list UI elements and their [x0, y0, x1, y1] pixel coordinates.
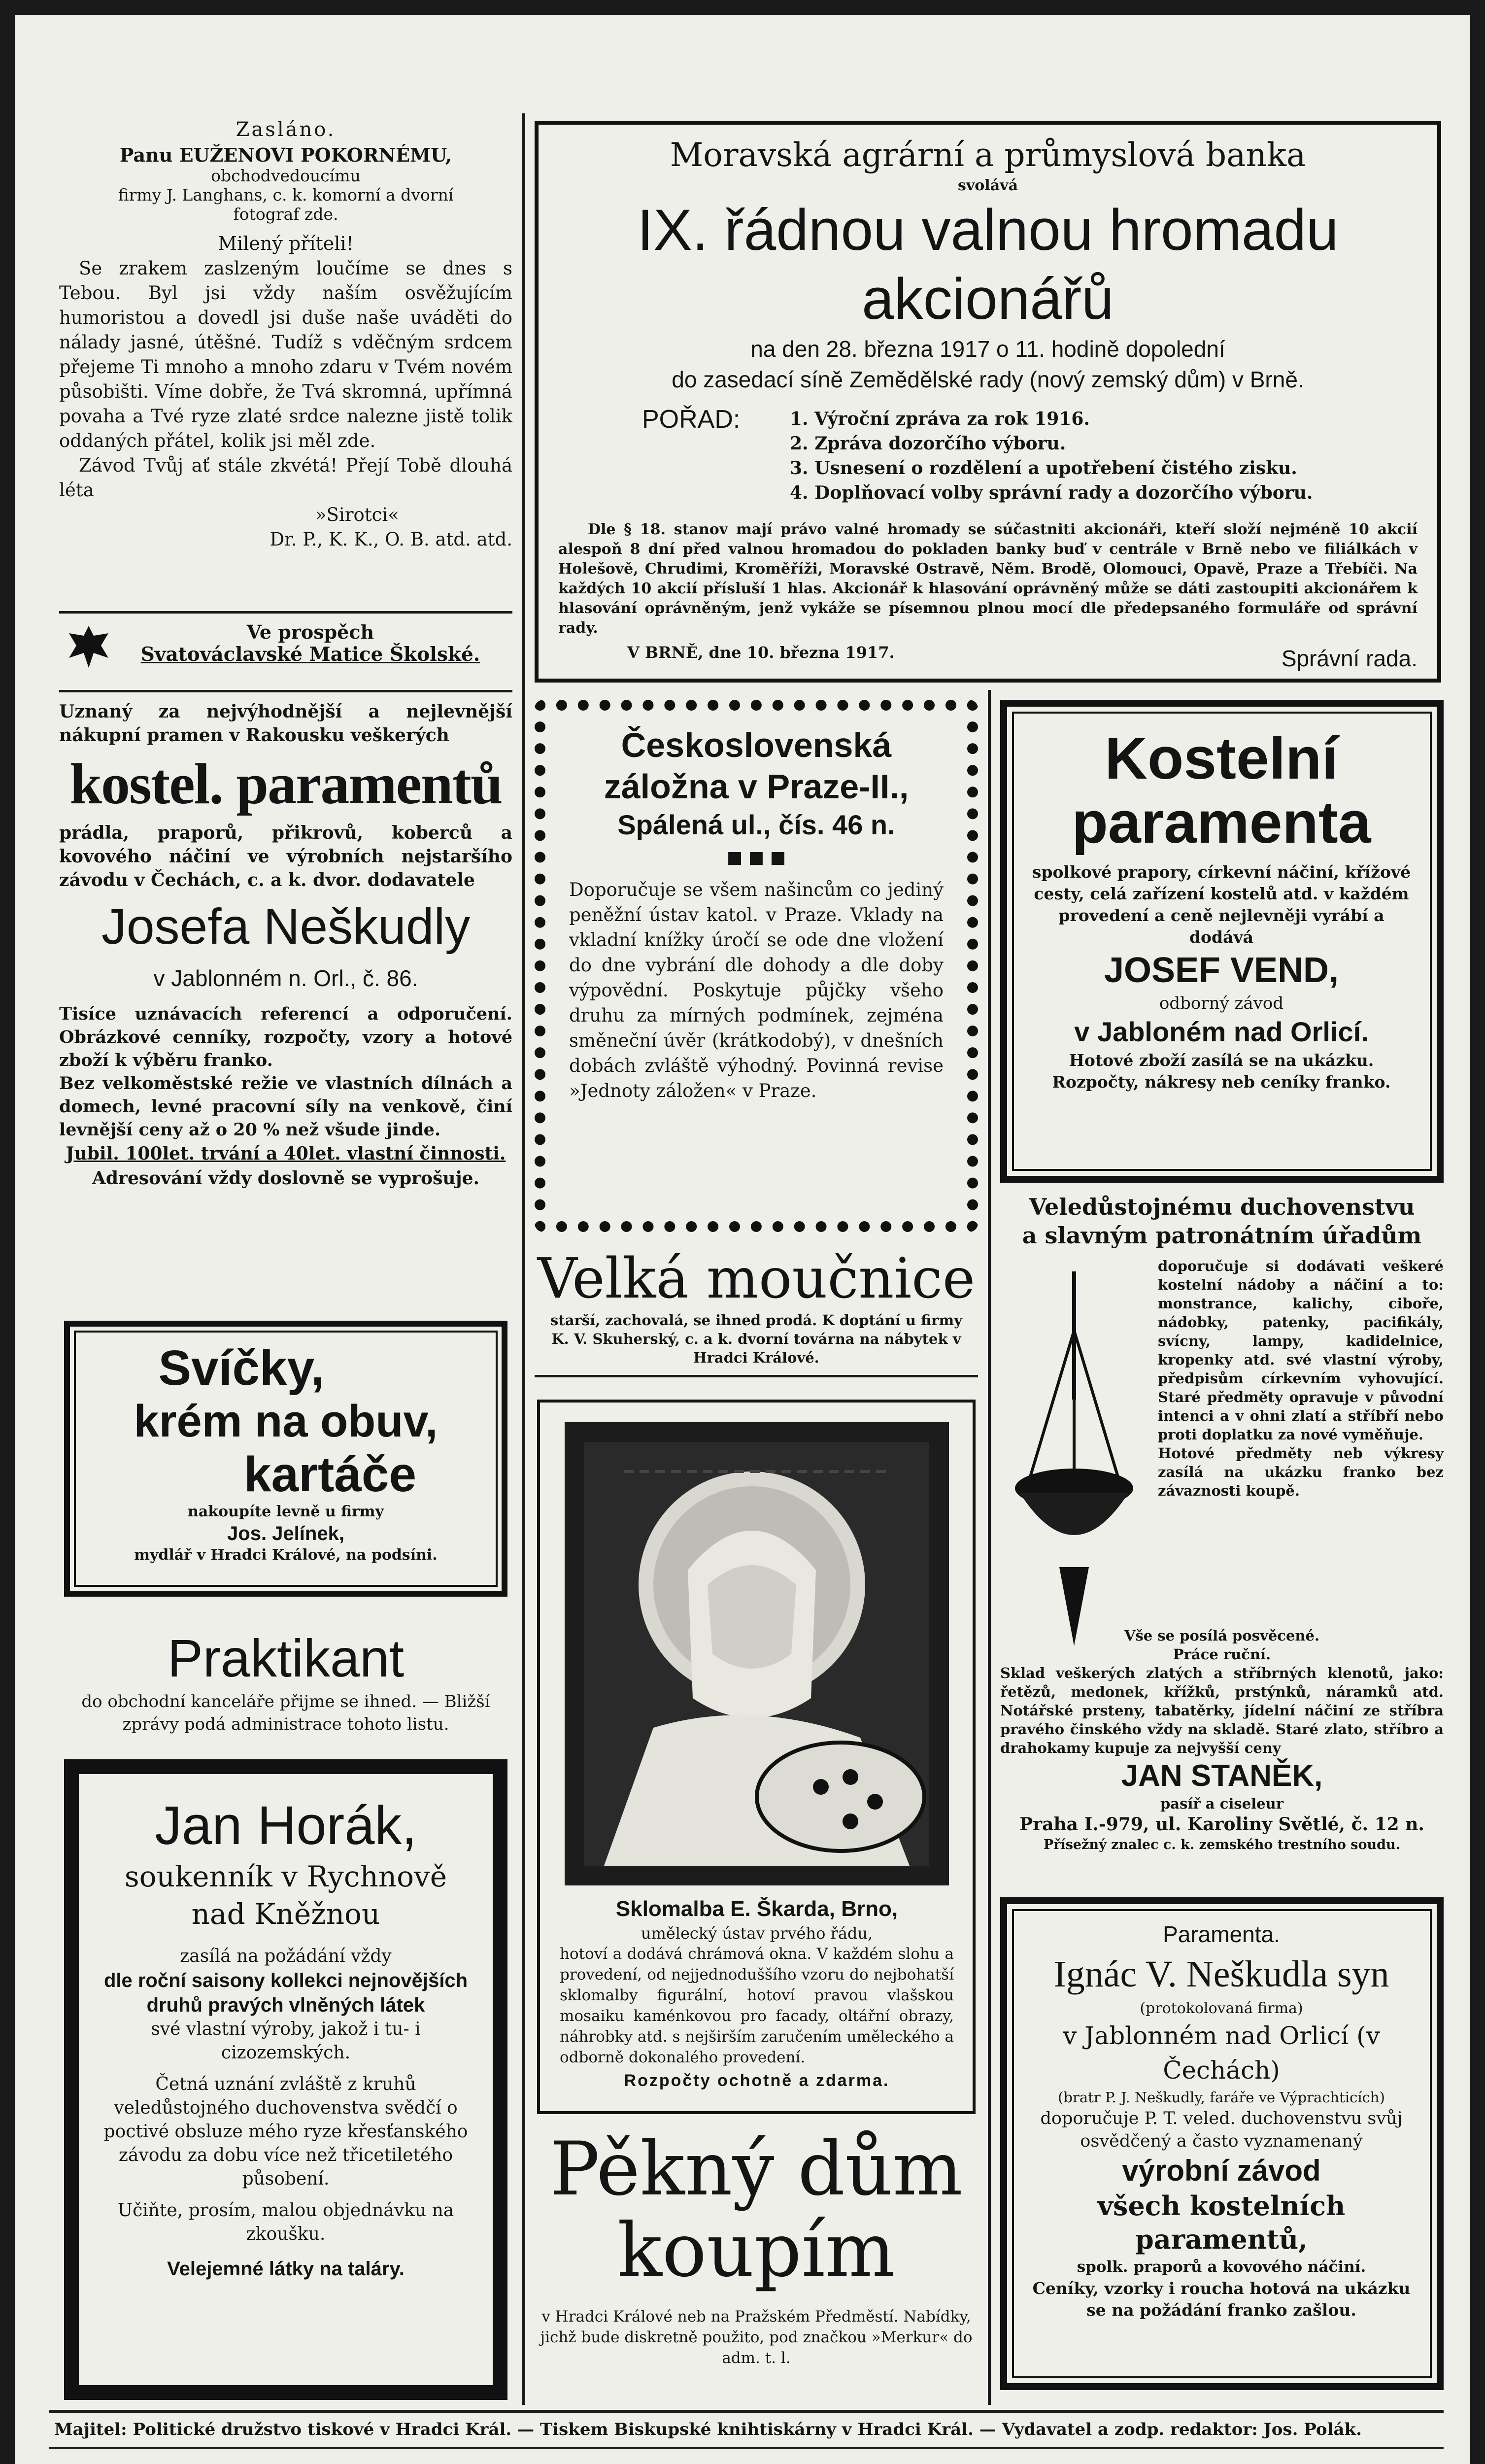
svicky-where: mydlář v Hradci Králové, na podsíni.: [134, 1546, 438, 1564]
column-rule: [522, 113, 525, 2405]
banka-agenda-item: 3. Usnesení o rozdělení a upotřebení čistého zisku.: [790, 458, 1297, 479]
horak-footer: Velejemné látky na taláry.: [167, 2258, 405, 2280]
moucnice-ad: [535, 1247, 978, 1367]
skarda-firm: Sklomalba E. Škarda, Brno,: [615, 1897, 898, 1921]
skarda-sub: umělecký ústav prvého řádu,: [641, 1924, 873, 1943]
zaslano-notice: [59, 118, 512, 552]
moucnice-title: Velká moučnice: [537, 1247, 976, 1311]
zaslano-role2: firmy J. Langhans, c. k. komorní a dvorní: [118, 185, 454, 205]
neskudly-ad: [59, 700, 512, 1191]
horak-offer1: zasílá na požádání vždy: [180, 1946, 392, 1966]
skarda-footer: Rozpočty ochotně a zdarma.: [624, 2071, 890, 2090]
stanek-name: JAN STANĚK,: [1121, 1759, 1323, 1793]
vend-ad: [1000, 700, 1444, 1183]
horak-line3: nad Kněžnou: [191, 1897, 380, 1931]
zalozna-ad: [535, 700, 978, 1232]
paramenta-headline2: všech kostelních paramentů,: [1097, 2190, 1346, 2255]
stanek-text2: Hotové předměty neb výkresy zasílá na ukázku franko bez závaznosti koupě.: [1158, 1445, 1444, 1499]
banka-sign: Správní rada.: [1281, 646, 1418, 671]
svicky-line2: krém na obuv,: [134, 1396, 438, 1446]
banka-ad: [535, 121, 1441, 683]
zaslano-role1: obchodvedoucímu: [211, 166, 361, 185]
zalozna-line1: Československá: [621, 726, 892, 764]
stanek-head1: Veledůstojnému duchovenstvu: [1029, 1194, 1415, 1220]
svicky-line1: Svíčky,: [158, 1340, 325, 1396]
matice-line2: Svatováclavské Matice Školské.: [140, 643, 480, 666]
paramenta-text: doporučuje P. T. veled. duchovenstvu svůj osvědčený a často vyznamenaný: [1040, 2109, 1403, 2151]
dum-line2: koupím: [617, 2208, 896, 2293]
footer-rule: [49, 2410, 1444, 2413]
divider: [535, 1375, 978, 1377]
zaslano-title: Zasláno.: [236, 118, 336, 141]
matice-notice: [59, 621, 512, 675]
footer-imprint: Majitel: Politické družstvo tiskové v Hradci Král. — Tiskem Biskupské knihtiskárny v Hradci Král. — Vydavatel a zodp. redaktor: Jos. Polák.: [54, 2420, 1362, 2439]
paramenta-foot: Ceníky, vzorky i roucha hotová na ukázku se na požádání franko zašlou.: [1032, 2279, 1411, 2320]
banka-svolava: svolává: [957, 177, 1018, 194]
neskudly-jubilee: Jubil. 100let. trvání a 40let. vlastní činnosti.: [66, 1143, 506, 1164]
zaslano-sign2: Dr. P., K. K., O. B. atd. atd.: [270, 529, 512, 550]
svicky-buy: nakoupíte levně u firmy: [188, 1503, 384, 1520]
vend-line2: paramenta: [1072, 789, 1371, 856]
sanctuary-lamp-image: [1000, 1271, 1148, 1656]
neskudly-headline: kostel. paramentů: [69, 752, 502, 816]
svicky-firm: Jos. Jelínek,: [227, 1523, 344, 1544]
footer-rule: [49, 2447, 1444, 2449]
paramenta-firm: Ignác V. Neškudla syn: [1053, 1953, 1389, 1995]
vend-sub: odborný závod: [1159, 993, 1284, 1013]
praktikant-title: Praktikant: [167, 1628, 405, 1688]
stanek-text3: Vše se posílá posvěcené.: [1124, 1627, 1320, 1644]
paramenta-ad: [1000, 1897, 1444, 2390]
horak-name: Jan Horák,: [155, 1795, 417, 1856]
praktikant-ad: [59, 1626, 512, 1736]
banka-place: do zasedací síně Zemědělské rady (nový zemský dům) v Brně.: [672, 367, 1304, 392]
vend-foot: Hotové zboží zasílá se na ukázku. Rozpočty, nákresy neb ceníky franko.: [1052, 1051, 1391, 1092]
zaslano-wish: Závod Tvůj ať stále zkvétá! Přejí Tobě dlouhá léta: [59, 455, 512, 501]
zalozna-line2: záložna v Praze-II.,: [604, 767, 909, 806]
vend-line1: Kostelní: [1105, 725, 1338, 791]
neskudly-name: Josefa Neškudly: [101, 898, 471, 955]
stanek-text4: Práce ruční.: [1173, 1646, 1271, 1663]
banka-porad: POŘAD:: [642, 405, 741, 434]
zaslano-body: Se zrakem zaslzeným loučíme se dnes s Tebou. Byl jsi vždy naším osvěžujícím humoristou a dovedl jsi duše naše uváděti do nálady jasné, útěšné. Tudíž s vděčným srdcem přejeme Ti mnoho a mnoho zdaru v Tvém novém působišti. Víme dobře, že Tvá skromná, upřímná povaha a Tvé ryze zlaté srdce nalezne jistě tolik oddaných přátel, kolik jsi měl zde.: [59, 258, 512, 451]
zalozna-text: Doporučuje se všem našincům co jediný peněžní ústav katol. v Praze. Vklady na vkladní knížky úročí se ode dne vložení do dne vybrání dle dohody a dle doby výpovědní. Poskytuje půjčky všeho druhu za mírných podmínek, zejména směneční úvěr (krátkodobý), v dnešních dobách zvláště výhodný. Povinná revise »Jednoty záložen« v Praze.: [569, 879, 944, 1101]
dum-ad: [535, 2126, 978, 2368]
horak-offer2: dle roční saisony kollekci nejnovějších druhů pravých vlněných látek: [103, 1970, 468, 2016]
zaslano-addressee: Panu EUŽENOVI POKORNÉMU,: [119, 144, 452, 166]
vend-name: JOSEF VEND,: [1104, 951, 1339, 990]
neskudly-refs: Tisíce uznávacích referencí a odporučení. Obrázkové cenníky, rozpočty, vzory a hotové zboží k výběru franko.: [59, 1004, 512, 1070]
stanek-role: pasíř a ciseleur: [1160, 1795, 1283, 1812]
stanek-head2: a slavným patronátním úřadům: [1022, 1222, 1422, 1249]
skarda-ad: [537, 1400, 976, 2114]
stanek-address: Praha I.-979, ul. Karoliny Světlé, č. 12 n.: [1019, 1814, 1424, 1835]
banka-agenda-item: 2. Zpráva dozorčího výboru.: [790, 433, 1066, 454]
stanek-ad: [1000, 1193, 1444, 1887]
horak-offer3: své vlastní výroby, jakož i tu- i cizozemských.: [151, 2019, 421, 2063]
zaslano-greeting: Milený příteli!: [218, 233, 354, 254]
matice-line1: Ve prospěch: [246, 621, 374, 643]
divider: [59, 690, 512, 692]
vend-place: v Jabloném nad Orlicí.: [1074, 1016, 1369, 1047]
paramenta-headline: výrobní závod: [1122, 2154, 1321, 2187]
svicky-ad: [64, 1321, 507, 1597]
eagle-emblem-icon: [64, 621, 113, 670]
banka-rules: Dle § 18. stanov mají právo valné hromady se súčastniti akcionáři, kteří složí nejméně 10 akcií alespoň 8 dní před valnou hromadou do pokladen banky buď v centrále v Brně nebo ve filiálkách v Holešově, Chrudimi, Kroměříži, Moravské Ostravě, Něm. Brodě, Olomouci, Opavě, Praze a Třebíči. Na každých 10 akcií přísluší 1 hlas. Akcionář k hlasování oprávněný může se dáti zastoupiti akcionářem k hlasování oprávněným, jenž vykáže se písemnou plnou mocí dle předepsaného formuláře od správní rady.: [558, 521, 1418, 637]
zaslano-sign1: »Sirotci«: [315, 504, 399, 525]
banka-title: Moravská agrární a průmyslová banka: [670, 136, 1306, 174]
zalozna-line3: Spálená ul., čís. 46 n.: [617, 809, 895, 840]
stanek-text5: Sklad veškerých zlatých a stříbrných klenotů, jako: řetězů, medonek, křížků, prstýnků, náramků atd. Notářské prsteny, tabatěrky, jídelní náčiní ze stříbra pravého činského vždy na skladě. Staré zlato, stříbro a drahokamy kupuje za nejvyšší ceny: [1000, 1665, 1444, 1756]
neskudly-intro: Uznaný za nejvýhodnější a nejlevnější nákupní pramen v Rakousku veškerých: [59, 701, 512, 746]
zaslano-role3: fotograf zde.: [233, 205, 338, 224]
banka-agenda-item: 1. Výroční zpráva za rok 1916.: [790, 409, 1090, 429]
svicky-line3: kartáče: [243, 1447, 417, 1502]
neskudly-work: Bez velkoměstské režie ve vlastních dílnách a domech, levné pracovní síly na venkově, činí levnější ceny až o 20 % než všude jinde.: [59, 1073, 512, 1140]
zalozna-marks: ■ ■ ■: [726, 848, 786, 867]
dum-text: v Hradci Králové neb na Pražském Předměstí. Nabídky, jichž bude diskretně použito, pod značkou »Merkur« do adm. t. l.: [540, 2308, 973, 2367]
banka-agenda: [558, 405, 1418, 513]
horak-text: Četná uznání zvláště z kruhů veledůstojného duchovenstva svědčí o poctivé obsluze mého ryze křesťanského závodu za dobu více než třicetiletého působení.: [103, 2074, 468, 2189]
horak-line2: soukenník v Rychnově: [124, 1860, 447, 1893]
paramenta-place: v Jablonném nad Orlicí (v Čechách): [1063, 2021, 1380, 2085]
stanek-text1: doporučuje si dodávati veškeré kostelní nádoby a náčiní a to: monstrance, kalichy, ciboře, nádobky, patenky, pacifikály, svícny, lampy, kadidelnice, kropenky atd. své vlastní výroby, předpisům církevním vyhovující. Staré předměty opravuje v původní intenci a v ohni zlatí a stříbří nebo proti doplatku za nové vyměňuje.: [1158, 1258, 1444, 1443]
paramenta-owner: (bratr P. J. Neškudly, faráře ve Výprachticích): [1058, 2089, 1385, 2106]
neskudly-place: v Jablonném n. Orl., č. 86.: [153, 965, 418, 991]
vend-text: spolkové prapory, církevní náčiní, křížové cesty, celá zařízení kostelů atd. v každém provedení a ceně nejlevněji vyrábí a dodává: [1032, 862, 1411, 947]
divider: [59, 611, 512, 614]
praktikant-text: do obchodní kanceláře přijme se ihned. — Bližší zprávy podá administrace tohoto listu.: [81, 1692, 490, 1734]
dum-line1: Pěkný dům: [550, 2126, 963, 2212]
banka-headline: IX. řádnou valnou hromadu akcionářů: [637, 198, 1339, 332]
neskudly-items: prádla, praporů, přikrovů, koberců a kovového náčiní ve výrobních nejstaršího závodu v Čechách, c. a k. dvor. dodavatele: [59, 822, 512, 890]
horak-request: Učiňte, prosím, malou objednávku na zkoušku.: [117, 2200, 454, 2244]
skarda-text: hotoví a dodává chrámová okna. V každém slohu a provedení, od nejjednoduššího vzoru do nejbohatší sklomalby figurální, hotoví pravou vlašskou mosaiku kaménkovou pro facady, oltářní obrazy, náhrobky atd. s nejširším zaručením uměleckého a odborně dokonalého provedení.: [560, 1945, 954, 2066]
horak-ad: [64, 1759, 507, 2400]
stained-glass-illustration: [565, 1422, 949, 1885]
banka-dateline: V BRNĚ, dne 10. března 1917.: [627, 643, 895, 662]
paramenta-sub: (protokolovaná firma): [1140, 2000, 1303, 2017]
paramenta-sub2: spolk. praporů a kovového náčiní.: [1077, 2258, 1366, 2276]
saint-painter-image: [565, 1422, 949, 1885]
stanek-footer: Přísežný znalec c. k. zemského trestního soudu.: [1043, 1837, 1401, 1852]
left-column: [59, 118, 512, 2400]
column-rule: [988, 690, 991, 2405]
moucnice-text: starší, zachovalá, se ihned prodá. K doptání u firmy K. V. Skuherský, c. a k. dvorní továrna na nábytek v Hradci Králové.: [550, 1312, 962, 1366]
paramenta-title: Paramenta.: [1163, 1921, 1280, 1947]
neskudly-address: Adresování vždy doslovně se vyprošuje.: [92, 1168, 480, 1189]
banka-date: na den 28. března 1917 o 11. hodině dopolední: [750, 336, 1225, 362]
banka-agenda-item: 4. Doplňovací volby správní rady a dozorčího výboru.: [790, 482, 1313, 503]
